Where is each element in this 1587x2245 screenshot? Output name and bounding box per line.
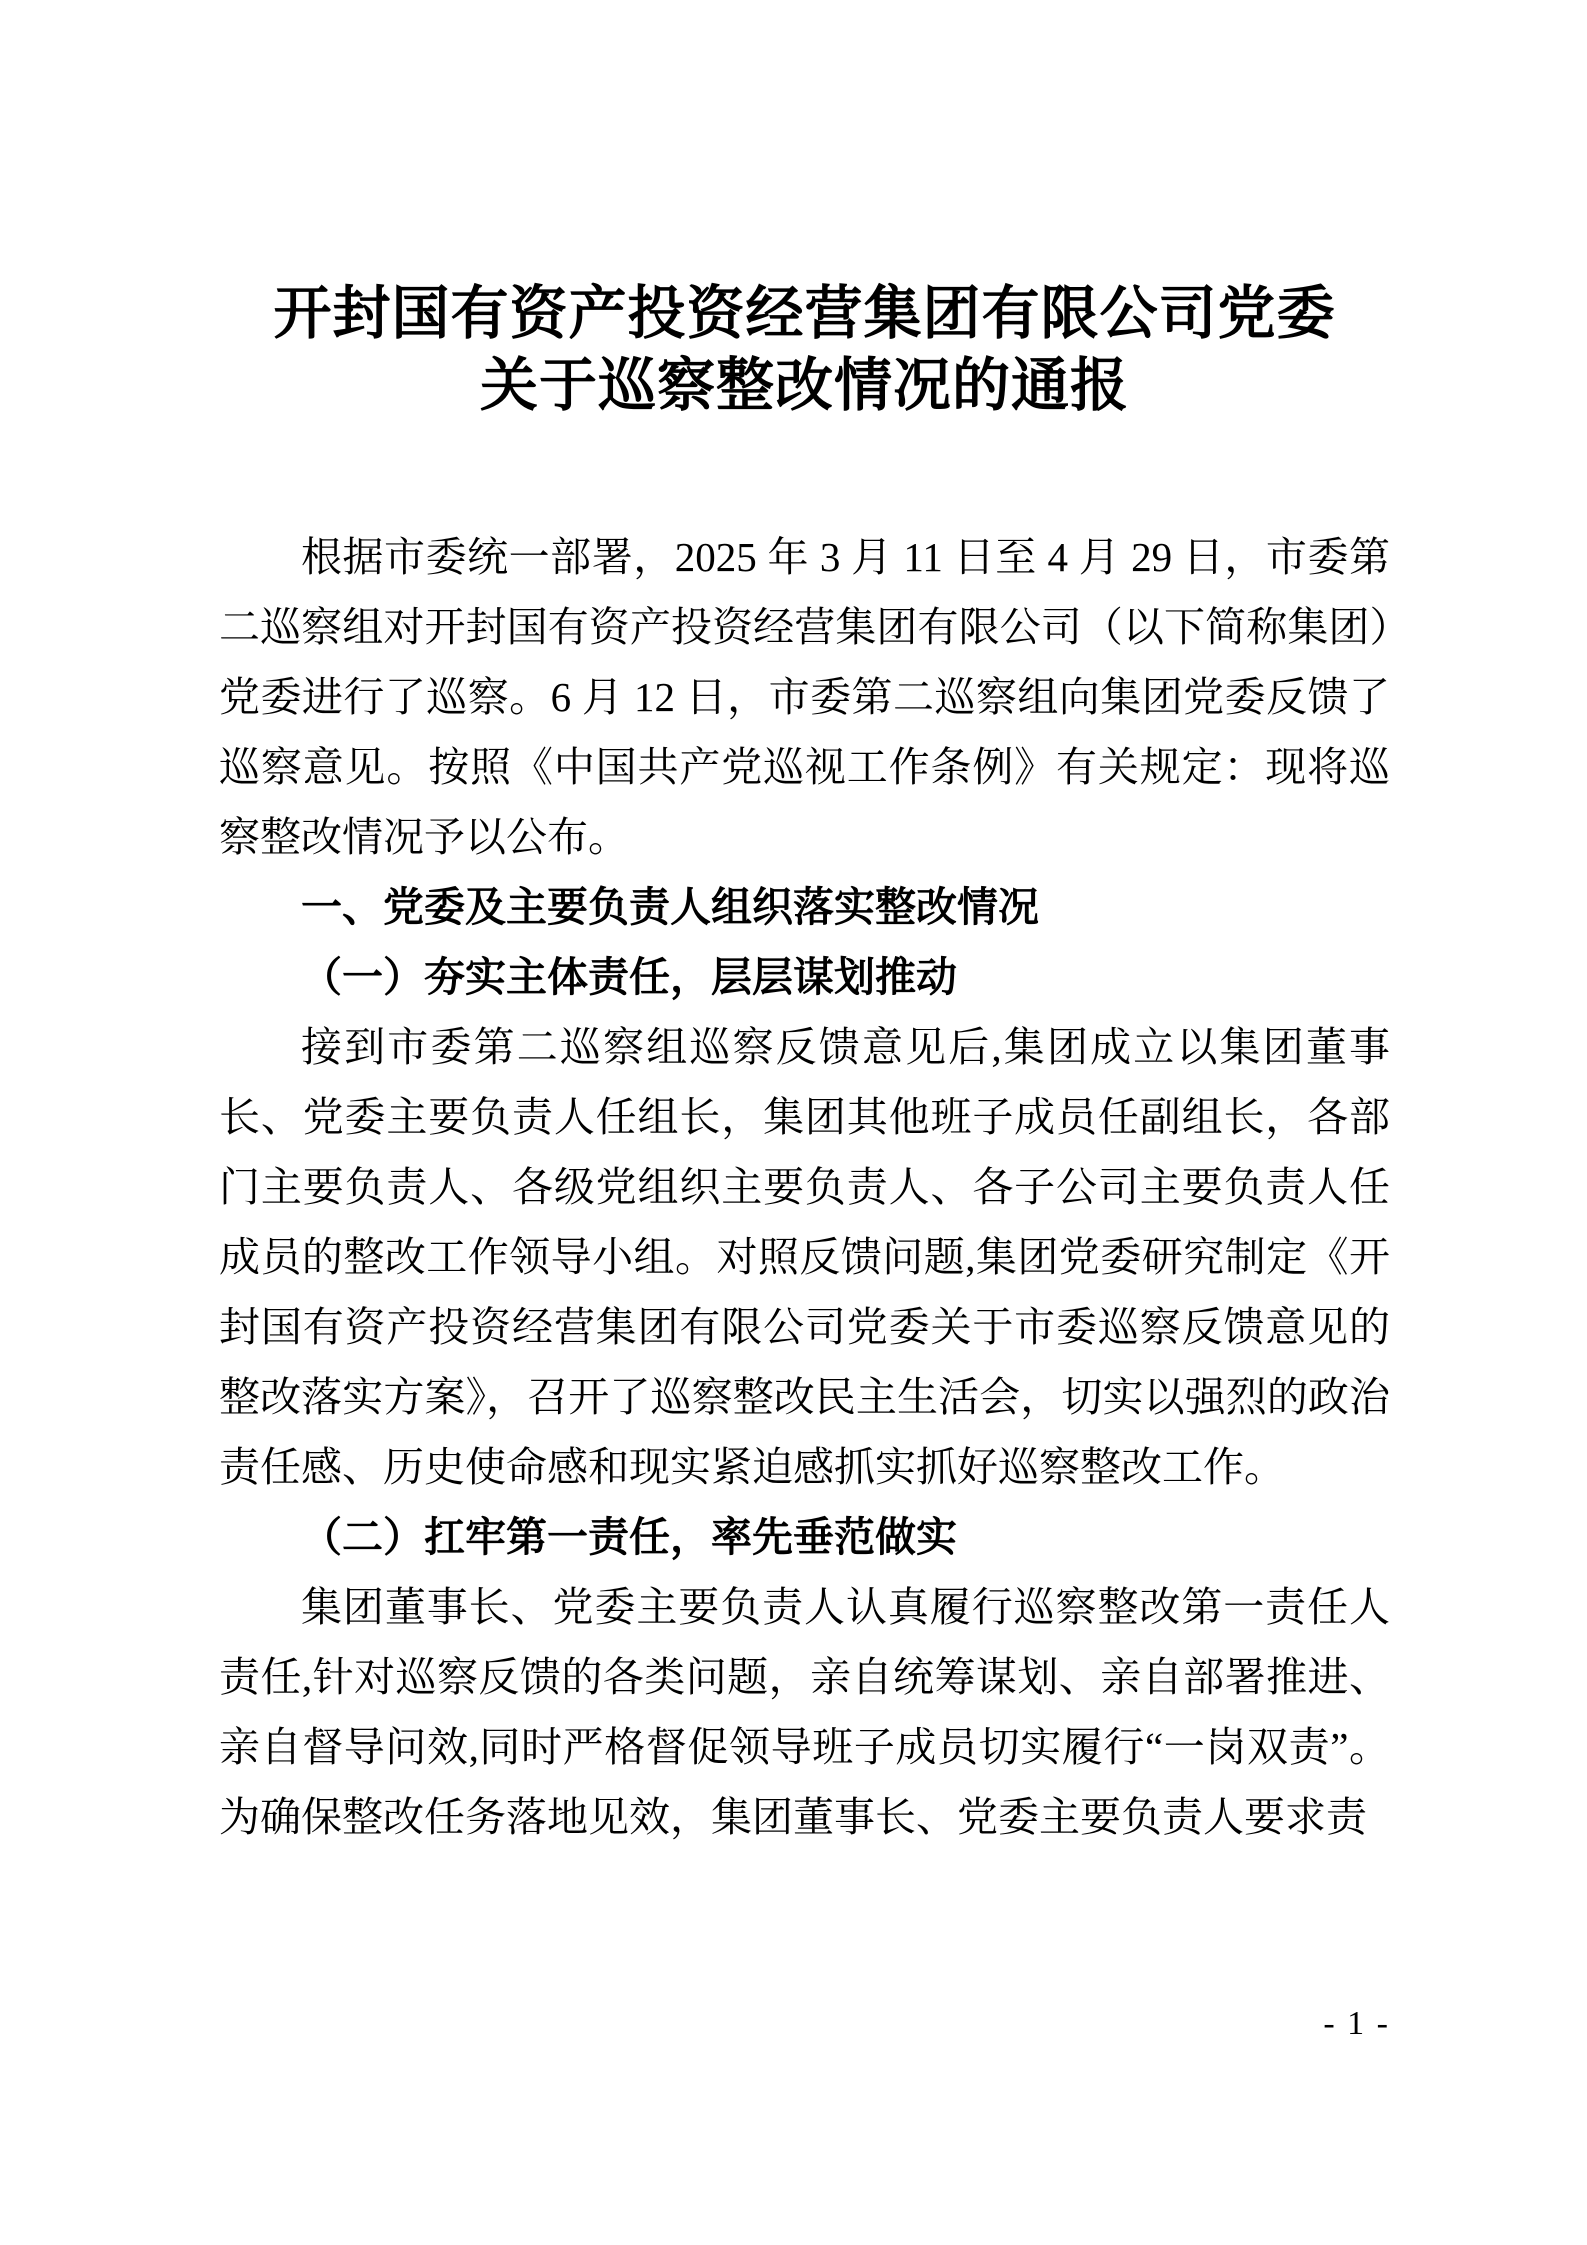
document-body xyxy=(219,522,1390,1852)
document-title-line-2: 关于巡察整改情况的通报 xyxy=(479,353,1129,418)
intro-paragraph: 根据市委统一部署，2025 年 3 月 11 日至 4 月 29 日，市委第二巡察组对开封国有资产投资经营集团有限公司（以下简称集团）党委进行了巡察。6 月 12 日，市委第二巡察组向集团党委反馈了巡察意见。按照《中国共产党巡视工作条例》有关规定：现将巡察整改情况予以公布。 xyxy=(219,534,1390,860)
section-1-heading: 一、党委及主要负责人组织落实整改情况 xyxy=(301,884,1039,930)
document-title xyxy=(219,278,1390,422)
subsection-1-1-paragraph: 接到市委第二巡察组巡察反馈意见后,集团成立以集团董事长、党委主要负责人任组长，集团其他班子成员任副组长，各部门主要负责人、各级党组织主要负责人、各子公司主要负责人任成员的整改工作领导小组。对照反馈问题,集团党委研究制定《开封国有资产投资经营集团有限公司党委关于市委巡察反馈意见的整改落实方案》，召开了巡察整改民主生活会，切实以强烈的政治责任感、历史使命感和现实紧迫感抓实抓好巡察整改工作。 xyxy=(219,1024,1390,1490)
page-number: - 1 - xyxy=(1323,2005,1390,2042)
document-title-line-1: 开封国有资产投资经营集团有限公司党委 xyxy=(273,281,1336,346)
subsection-1-1-heading: （一）夯实主体责任，层层谋划推动 xyxy=(301,954,957,1000)
subsection-1-2-paragraph: 集团董事长、党委主要负责人认真履行巡察整改第一责任人责任,针对巡察反馈的各类问题，亲自统筹谋划、亲自部署推进、亲自督导问效,同时严格督促领导班子成员切实履行“一岗双责”。为确保整改任务落地见效，集团董事长、党委主要负责人要求责 xyxy=(219,1584,1390,1840)
subsection-1-2-heading: （二）扛牢第一责任，率先垂范做实 xyxy=(301,1514,957,1560)
